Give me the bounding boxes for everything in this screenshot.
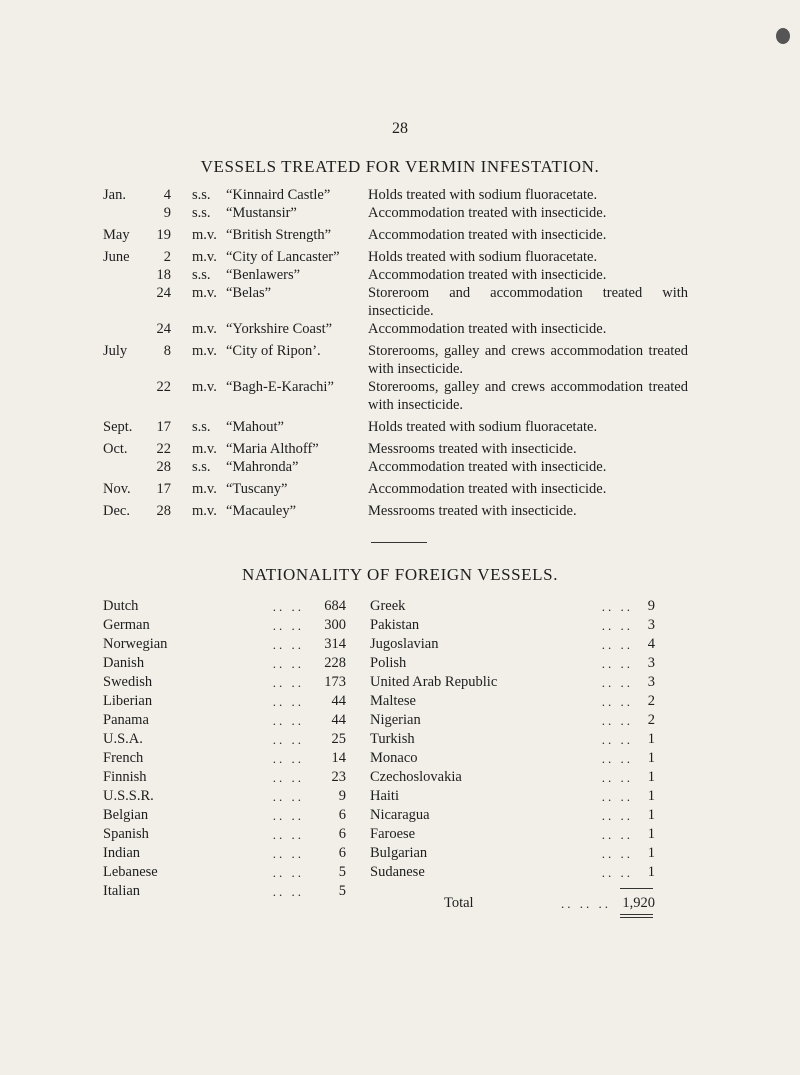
nationality-name: Norwegian: [103, 636, 168, 652]
leader-dots: .. ..: [601, 808, 633, 823]
leader-dots: .. ..: [601, 599, 633, 614]
nationality-row: [370, 825, 655, 844]
nationality-name: Spanish: [103, 826, 149, 842]
nationality-count: 1: [647, 864, 655, 880]
total-rule-double-1: [620, 914, 653, 915]
vessel-row: [103, 266, 703, 284]
nationality-count: 1: [647, 788, 655, 804]
nationality-count: 3: [647, 674, 655, 690]
vessel-type: m.v.: [192, 285, 217, 301]
nationality-row: [370, 768, 655, 787]
punch-hole: [776, 28, 790, 44]
total-rule-top: [620, 888, 653, 889]
nationality-name: Finnish: [103, 769, 147, 785]
vessel-row: [103, 378, 703, 414]
vessel-row: [103, 186, 703, 204]
vessel-day: 19: [156, 227, 171, 243]
nationality-row: [370, 749, 655, 768]
vessel-type: s.s.: [192, 419, 211, 435]
nationality-name: Liberian: [103, 693, 153, 709]
vessel-month: Jan.: [103, 187, 126, 203]
vessel-type: m.v.: [192, 379, 217, 395]
nationality-row: [370, 654, 655, 673]
nationality-row: [370, 730, 655, 749]
section-divider: [371, 542, 427, 543]
nationality-count: 2: [647, 712, 655, 728]
leader-dots: .. ..: [601, 827, 633, 842]
nationality-count: 6: [338, 807, 346, 823]
vessel-type: m.v.: [192, 481, 217, 497]
vessel-type: m.v.: [192, 227, 217, 243]
nationality-row: [103, 597, 346, 616]
vessel-remark: Holds treated with sodium fluoracetate.: [368, 249, 598, 265]
vessel-day: 4: [163, 187, 171, 203]
vessel-month: July: [103, 343, 128, 359]
nationality-row: [103, 768, 346, 787]
nationality-name: French: [103, 750, 144, 766]
vessel-remark: Accommodation treated with insecticide.: [368, 481, 607, 497]
vessel-day: 24: [156, 285, 171, 301]
vessel-row: [103, 248, 703, 266]
vessel-name: “Mahout”: [226, 419, 284, 435]
nationality-name: Nicaragua: [370, 807, 430, 823]
nationality-count: 14: [331, 750, 346, 766]
nationality-row: [103, 730, 346, 749]
nationality-name: Sudanese: [370, 864, 425, 880]
nationality-count: 6: [338, 845, 346, 861]
leader-dots: .. ..: [601, 789, 633, 804]
nationality-name: Jugoslavian: [370, 636, 439, 652]
vessel-name: “Yorkshire Coast”: [226, 321, 333, 337]
vessel-type: s.s.: [192, 267, 211, 283]
nationality-name: Belgian: [103, 807, 149, 823]
nationality-row: [370, 806, 655, 825]
vessel-name: “Maria Althoff”: [226, 441, 319, 457]
nationality-row: [370, 711, 655, 730]
leader-dots: .. ..: [272, 713, 304, 728]
leader-dots: .. ..: [601, 656, 633, 671]
vessel-remark: Messrooms treated with insecticide.: [368, 441, 577, 457]
vessel-day: 8: [163, 343, 171, 359]
nationality-row: [370, 597, 655, 616]
nationality-count: 44: [331, 712, 346, 728]
leader-dots: .. ..: [272, 694, 304, 709]
leader-dots: .. ..: [601, 751, 633, 766]
vessel-type: m.v.: [192, 343, 217, 359]
leader-dots: .. ..: [601, 694, 633, 709]
leader-dots: .. ..: [272, 637, 304, 652]
nationality-name: U.S.S.R.: [103, 788, 154, 804]
vessel-remark: Holds treated with sodium fluoracetate.: [368, 187, 598, 203]
nationality-name: Turkish: [370, 731, 415, 747]
vessel-name: “City of Lancaster”: [226, 249, 340, 265]
nationality-row: [103, 654, 346, 673]
nationality-count: 1: [647, 826, 655, 842]
leader-dots: .. ..: [272, 827, 304, 842]
leader-dots: .. ..: [601, 713, 633, 728]
vessel-name: “Benlawers”: [226, 267, 301, 283]
nationality-row: [370, 787, 655, 806]
nationality-row: [103, 825, 346, 844]
vessel-row: [103, 226, 703, 244]
vessel-day: 17: [156, 419, 171, 435]
nationality-name: Polish: [370, 655, 407, 671]
nationality-name: Maltese: [370, 693, 416, 709]
vessel-name: “Tuscany”: [226, 481, 288, 497]
leader-dots: .. ..: [272, 789, 304, 804]
vessel-name: “Mahronda”: [226, 459, 299, 475]
nationality-row: [370, 844, 655, 863]
vessel-type: m.v.: [192, 441, 217, 457]
total-label: Total: [444, 895, 474, 911]
vessel-name: “Bagh-E-Karachi”: [226, 379, 334, 395]
vessel-day: 28: [156, 503, 171, 519]
vessel-day: 22: [156, 379, 171, 395]
leader-dots: .. ..: [272, 732, 304, 747]
total-value: 1,920: [622, 895, 655, 911]
nationality-count: 1: [647, 845, 655, 861]
nationality-row: [103, 692, 346, 711]
nationality-name: Monaco: [370, 750, 418, 766]
leader-dots: .. ..: [272, 675, 304, 690]
nationality-name: U.S.A.: [103, 731, 143, 747]
nationality-count: 23: [331, 769, 346, 785]
nationality-name: Danish: [103, 655, 145, 671]
vessel-month: May: [103, 227, 130, 243]
vessel-row: [103, 284, 703, 320]
nationality-row: [103, 844, 346, 863]
nationality-count: 3: [647, 655, 655, 671]
vessel-type: m.v.: [192, 321, 217, 337]
nationality-name: Faroese: [370, 826, 416, 842]
vessel-row: [103, 480, 703, 498]
nationality-count: 2: [647, 693, 655, 709]
nationality-name: Indian: [103, 845, 141, 861]
vessel-row: [103, 204, 703, 222]
vessel-month: Oct.: [103, 441, 128, 457]
leader-dots: .. ..: [601, 732, 633, 747]
nationality-row: [370, 635, 655, 654]
vessel-remark: Accommodation treated with insecticide.: [368, 321, 607, 337]
nationality-name: United Arab Republic: [370, 674, 498, 690]
vessel-month: Sept.: [103, 419, 133, 435]
nationality-count: 1: [647, 731, 655, 747]
vessel-remark: Accommodation treated with insecticide.: [368, 227, 607, 243]
vessel-day: 9: [163, 205, 171, 221]
nationality-count: 9: [338, 788, 346, 804]
nationality-name: Bulgarian: [370, 845, 428, 861]
nationality-row: [103, 806, 346, 825]
nationality-row: [103, 787, 346, 806]
leader-dots: .. ..: [272, 846, 304, 861]
vessel-remark: Accommodation treated with insecticide.: [368, 205, 607, 221]
vessel-name: “British Strength”: [226, 227, 332, 243]
vessel-day: 18: [156, 267, 171, 283]
nationality-count: 3: [647, 617, 655, 633]
nationality-row: [370, 673, 655, 692]
leader-dots: .. ..: [272, 599, 304, 614]
vessel-type: m.v.: [192, 503, 217, 519]
nationality-count: 5: [338, 864, 346, 880]
leader-dots: .. ..: [601, 770, 633, 785]
vessel-day: 2: [163, 249, 171, 265]
leader-dots: .. ..: [601, 846, 633, 861]
nationality-row: [103, 711, 346, 730]
vessel-month: Nov.: [103, 481, 131, 497]
nationality-row: [370, 692, 655, 711]
vessel-remark: Messrooms treated with insecticide.: [368, 503, 577, 519]
nationality-name: Panama: [103, 712, 149, 728]
vessel-remark: Storeroom and accommodation treated with insecticide.: [368, 285, 688, 319]
vessel-row: [103, 440, 703, 458]
vessel-day: 22: [156, 441, 171, 457]
nationality-row: [103, 673, 346, 692]
leader-dots: .. ..: [272, 618, 304, 633]
nationality-count: 1: [647, 769, 655, 785]
total-rule-double-2: [620, 917, 653, 918]
nationality-name: Swedish: [103, 674, 153, 690]
vessel-remark: Accommodation treated with insecticide.: [368, 267, 607, 283]
nationality-title: NATIONALITY OF FOREIGN VESSELS.: [241, 565, 559, 584]
vessel-name: “Kinnaird Castle”: [226, 187, 331, 203]
nationality-row: [103, 616, 346, 635]
vessel-row: [103, 418, 703, 436]
vessel-row: [103, 320, 703, 338]
vessel-type: s.s.: [192, 459, 211, 475]
vessel-row: [103, 458, 703, 476]
nationality-count: 684: [324, 598, 346, 614]
vessel-type: m.v.: [192, 249, 217, 265]
vessel-month: June: [103, 249, 130, 265]
vessel-name: “Belas”: [226, 285, 272, 301]
leader-dots: .. ..: [272, 770, 304, 785]
nationality-name: Italian: [103, 883, 141, 899]
nationality-count: 173: [324, 674, 346, 690]
vessel-name: “City of Ripon’.: [226, 343, 321, 359]
leader-dots: .. .. ..: [561, 896, 611, 911]
nationality-name: Pakistan: [370, 617, 420, 633]
nationality-list-left: [103, 597, 346, 901]
vessel-remark: Storerooms, galley and crews accommodation treated with insecticide.: [368, 343, 688, 377]
nationality-count: 300: [324, 617, 346, 633]
leader-dots: .. ..: [601, 675, 633, 690]
leader-dots: .. ..: [272, 808, 304, 823]
nationality-row: [103, 863, 346, 882]
nationality-count: 1: [647, 750, 655, 766]
nationality-list-right: [370, 597, 655, 882]
nationality-name: Czechoslovakia: [370, 769, 462, 785]
nationality-row: [370, 616, 655, 635]
vessel-day: 28: [156, 459, 171, 475]
vessel-remark: Accommodation treated with insecticide.: [368, 459, 607, 475]
nationality-name: Nigerian: [370, 712, 421, 728]
leader-dots: .. ..: [601, 865, 633, 880]
leader-dots: .. ..: [601, 637, 633, 652]
nationality-count: 314: [324, 636, 346, 652]
nationality-count: 4: [647, 636, 655, 652]
nationality-name: Haiti: [370, 788, 399, 804]
vessel-row: [103, 342, 703, 378]
total-row: [370, 894, 655, 913]
vessel-month: Dec.: [103, 503, 130, 519]
vessel-remark: Holds treated with sodium fluoracetate.: [368, 419, 598, 435]
nationality-row: [103, 749, 346, 768]
vessel-name: “Macauley”: [226, 503, 297, 519]
vessel-name: “Mustansir”: [226, 205, 297, 221]
nationality-count: 1: [647, 807, 655, 823]
nationality-row: [103, 635, 346, 654]
vessel-type: s.s.: [192, 187, 211, 203]
leader-dots: .. ..: [601, 618, 633, 633]
leader-dots: .. ..: [272, 656, 304, 671]
vessels-treated-title: VESSELS TREATED FOR VERMIN INFESTATION.: [200, 157, 600, 176]
nationality-count: 5: [338, 883, 346, 899]
leader-dots: .. ..: [272, 865, 304, 880]
vessels-treated-table: [103, 186, 703, 520]
nationality-count: 25: [331, 731, 346, 747]
leader-dots: .. ..: [272, 884, 304, 899]
vessel-day: 24: [156, 321, 171, 337]
page-number: 28: [392, 120, 408, 137]
nationality-name: Greek: [370, 598, 406, 614]
vessel-remark: Storerooms, galley and crews accommodation treated with insecticide.: [368, 379, 688, 413]
nationality-count: 9: [647, 598, 655, 614]
nationality-count: 44: [331, 693, 346, 709]
nationality-row: [370, 863, 655, 882]
nationality-name: German: [103, 617, 150, 633]
nationality-row: [103, 882, 346, 901]
nationality-count: 228: [324, 655, 346, 671]
vessel-row: [103, 502, 703, 520]
nationality-name: Dutch: [103, 598, 139, 614]
vessel-type: s.s.: [192, 205, 211, 221]
vessel-day: 17: [156, 481, 171, 497]
nationality-name: Lebanese: [103, 864, 158, 880]
leader-dots: .. ..: [272, 751, 304, 766]
nationality-count: 6: [338, 826, 346, 842]
